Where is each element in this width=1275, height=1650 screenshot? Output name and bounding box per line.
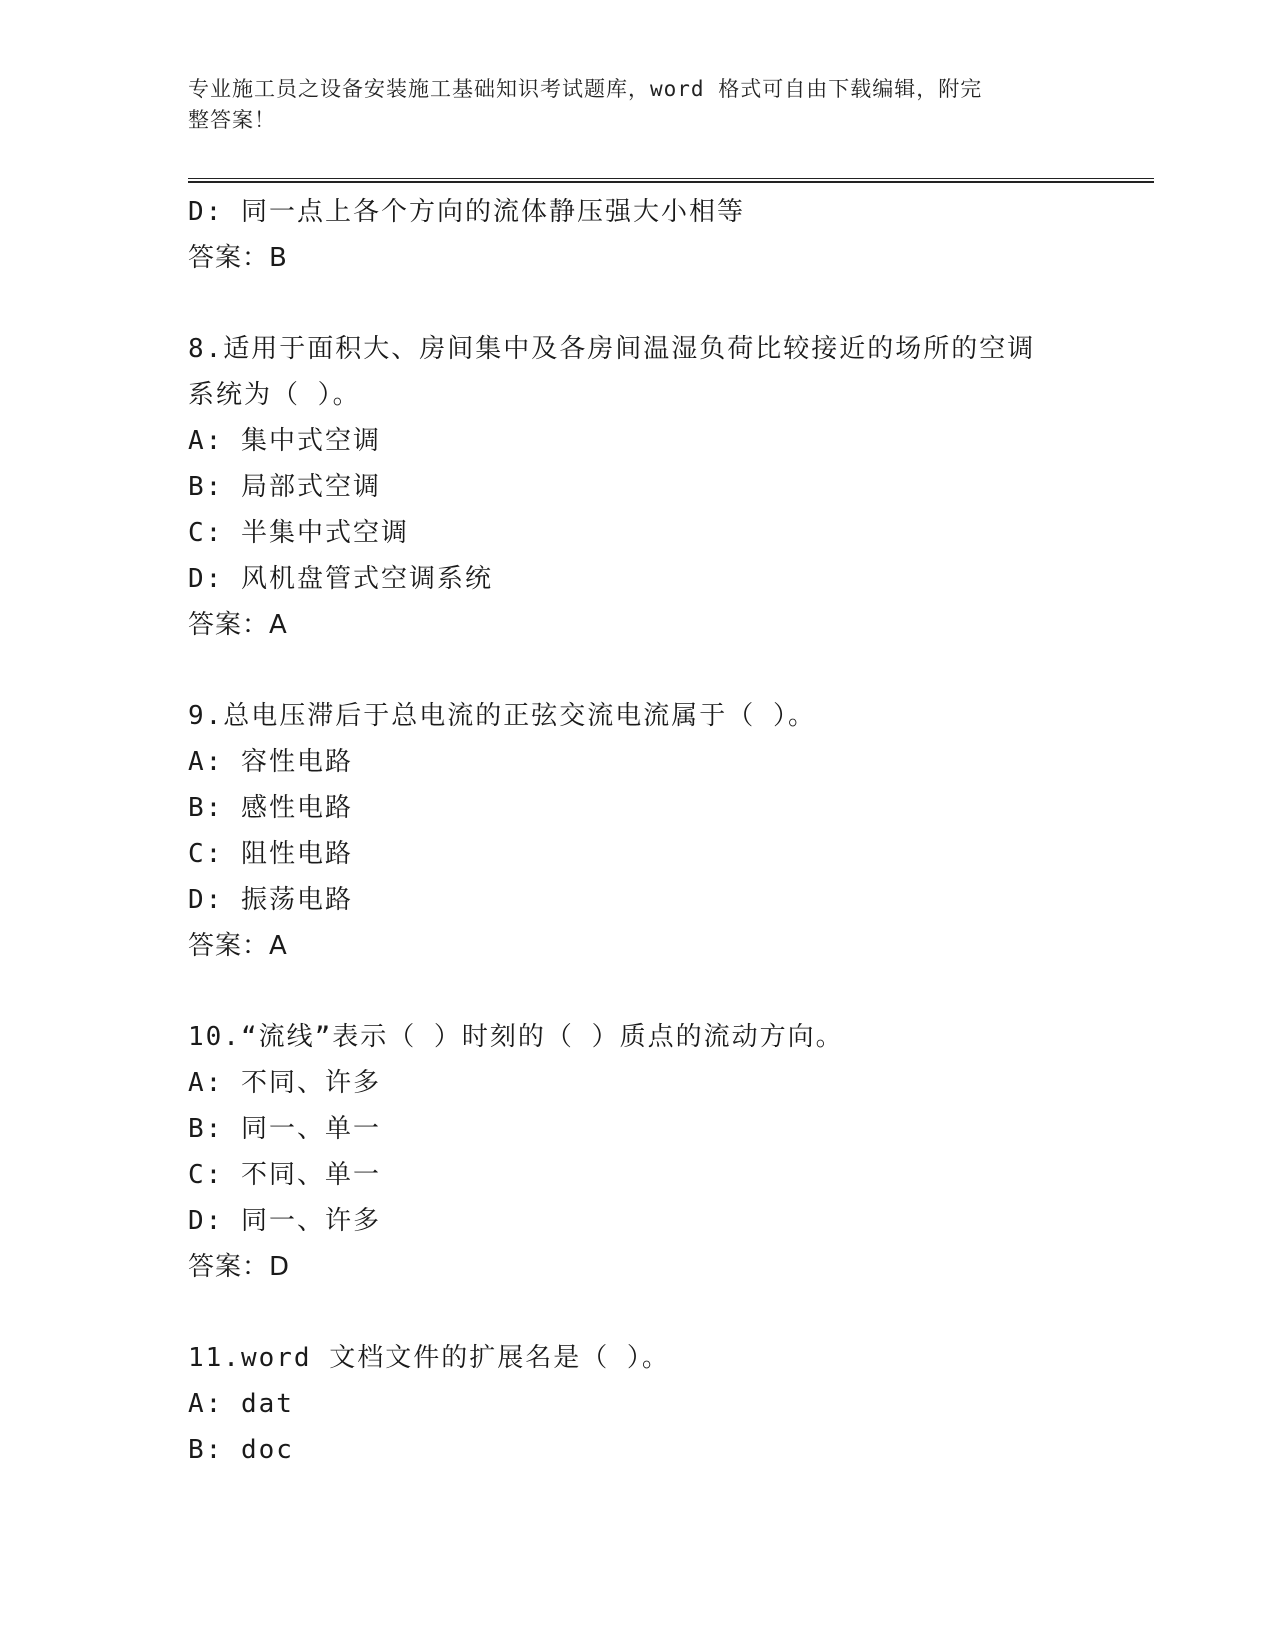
option-d: D: 振荡电路 xyxy=(188,885,353,915)
option-a: A: 容性电路 xyxy=(188,747,353,777)
option-b: B: 同一、单一 xyxy=(188,1114,381,1144)
document-header xyxy=(188,74,1068,136)
answer-line: 答案：A xyxy=(188,931,288,961)
question-10 xyxy=(188,1014,1088,1290)
question-stem: 9.总电压滞后于总电流的正弦交流电流属于（ ）。 xyxy=(188,701,816,731)
option-c: C: 阻性电路 xyxy=(188,839,353,869)
answer-line: 答案：A xyxy=(188,610,288,640)
question-stem: 10.“流线”表示（ ）时刻的（ ）质点的流动方向。 xyxy=(188,1022,844,1052)
question-fragment xyxy=(188,189,1088,281)
question-9 xyxy=(188,693,1088,969)
question-stem-continued: 系统为（ ）。 xyxy=(188,380,361,410)
option-b: B: 感性电路 xyxy=(188,793,353,823)
option-d: D: 同一点上各个方向的流体静压强大小相等 xyxy=(188,197,745,227)
option-a: A: 不同、许多 xyxy=(188,1068,381,1098)
question-8 xyxy=(188,326,1088,648)
option-d: D: 风机盘管式空调系统 xyxy=(188,564,493,594)
option-c: C: 半集中式空调 xyxy=(188,518,409,548)
question-11 xyxy=(188,1335,1088,1473)
answer-line: 答案：B xyxy=(188,243,288,273)
option-a: A: 集中式空调 xyxy=(188,426,381,456)
option-c: C: 不同、单一 xyxy=(188,1160,381,1190)
header-divider-thick xyxy=(188,181,1154,183)
question-stem: 8.适用于面积大、房间集中及各房间温湿负荷比较接近的场所的空调 xyxy=(188,334,1036,364)
question-stem: 11.word 文档文件的扩展名是（ ）。 xyxy=(188,1343,670,1373)
option-a: A: dat xyxy=(188,1389,294,1419)
option-d: D: 同一、许多 xyxy=(188,1206,381,1236)
option-b: B: 局部式空调 xyxy=(188,472,381,502)
header-divider-thin xyxy=(188,178,1154,179)
header-line-2: 整答案！ xyxy=(188,108,276,132)
answer-line: 答案：D xyxy=(188,1252,291,1282)
header-line-1: 专业施工员之设备安装施工基础知识考试题库，word 格式可自由下载编辑，附完 xyxy=(188,77,983,101)
question-list xyxy=(188,189,1088,1473)
option-b: B: doc xyxy=(188,1435,294,1465)
